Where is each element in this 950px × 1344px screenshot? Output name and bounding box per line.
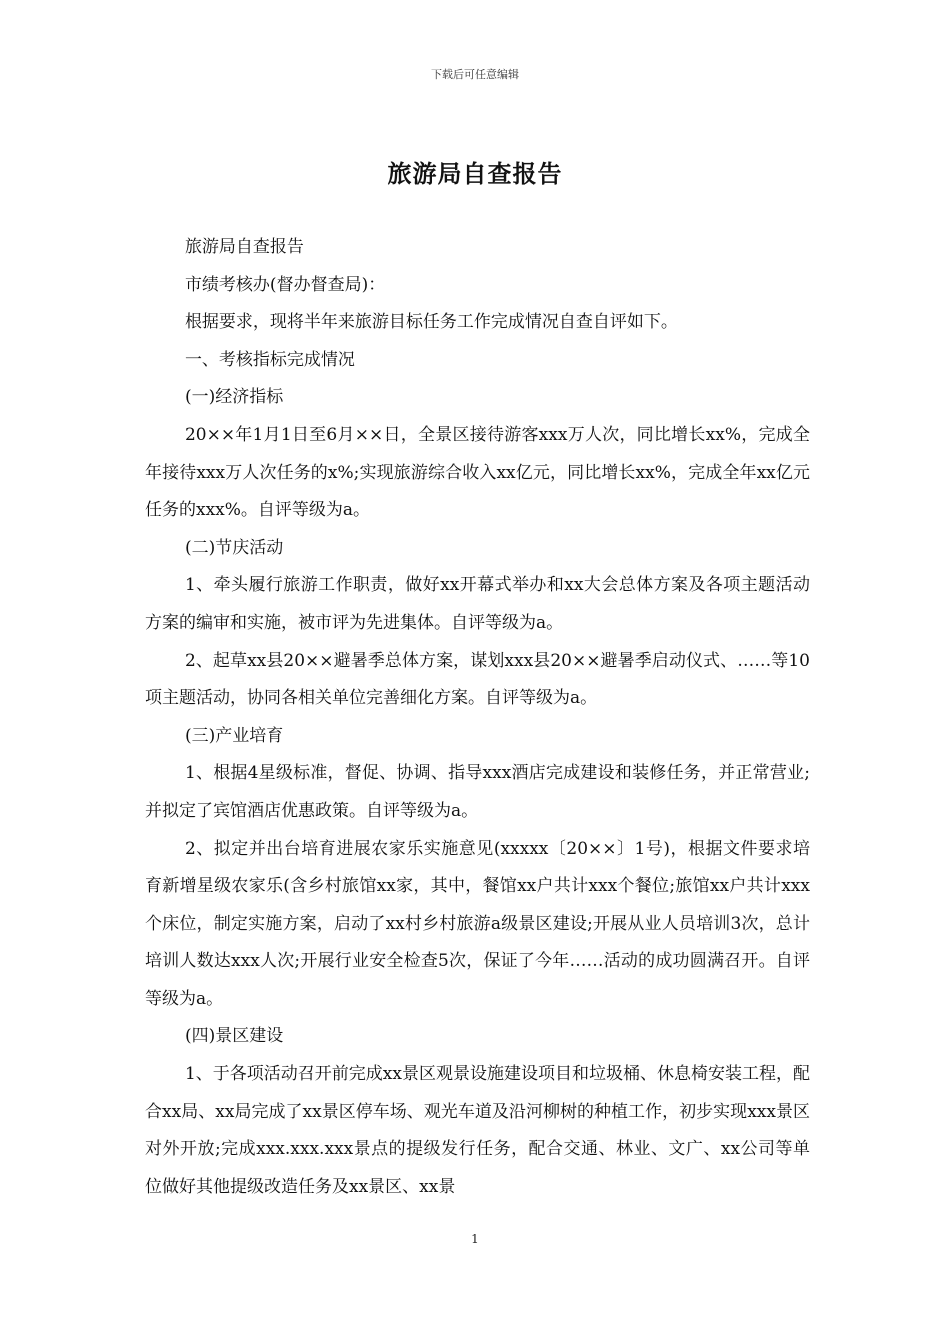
document-title: 旅游局自查报告: [387, 159, 563, 188]
section-heading-assessment: 一、考核指标完成情况: [184, 349, 355, 370]
subsection-heading-economic: (一)经济指标: [184, 387, 284, 408]
subsection-heading-scenic: (四)景区建设: [184, 1026, 284, 1047]
paragraph-addressee: 市绩考核办(督办督查局)：: [184, 274, 386, 295]
paragraph-festival-item-2: 2、起草xx县20××避暑季总体方案，谋划xxx县20××避暑季启动仪式、……等10项主题活动，协同各相关单位完善细化方案。自评等级为a。: [145, 650, 810, 709]
paragraph-industry-item-1: 1、根据4星级标准，督促、协调、指导xxx酒店完成建设和装修任务，并正常营业;并拟定了宾馆酒店优惠政策。自评等级为a。: [145, 763, 810, 821]
paragraph-subtitle: 旅游局自查报告: [184, 237, 304, 257]
paragraph-industry-item-2: 2、拟定并出台培育进展农家乐实施意见(xxxxx〔20××〕1号)，根据文件要求培育新增星级农家乐(含乡村旅馆xx家，其中，餐馆xx户共计xxx个餐位;旅馆xx户共计xxx个床位，制定实施方案，启动了xx村乡村旅游a级景区建设;开展从业人员培训3次，总计培训人数达xxx人次;开展行业安全检查5次，保证了今年……活动的成功圆满召开。自评等级为a。: [145, 838, 810, 1009]
subsection-heading-industry: (三)产业培育: [184, 725, 284, 746]
paragraph-intro: 根据要求，现将半年来旅游目标任务工作完成情况自查自评如下。: [184, 312, 678, 333]
paragraph-economic-indicators: 20××年1月1日至6月××日，全景区接待游客xxx万人次，同比增长xx%，完成全年接待xxx万人次任务的x%;实现旅游综合收入xx亿元，同比增长xx%，完成全年xx亿元任务的xxx%。自评等级为a。: [145, 424, 810, 521]
subsection-heading-festival: (二)节庆活动: [184, 537, 284, 558]
paragraph-scenic-item-1: 1、于各项活动召开前完成xx景区观景设施建设项目和垃圾桶、休息椅安装工程，配合xx局、xx局完成了xx景区停车场、观光车道及沿河柳树的种植工作，初步实现xxx景区对外开放;完成xxx.xxx.xxx景点的提级发行任务，配合交通、林业、文广、xx公司等单位做好其他提级改造任务及xx景区、xx景: [145, 1064, 810, 1197]
page-header-note: 下载后可任意编辑: [431, 68, 519, 81]
page-number: 1: [471, 1232, 479, 1246]
paragraph-festival-item-1: 1、牵头履行旅游工作职责，做好xx开幕式举办和xx大会总体方案及各项主题活动方案的编审和实施，被市评为先进集体。自评等级为a。: [145, 575, 810, 633]
document-body: [145, 229, 810, 1206]
